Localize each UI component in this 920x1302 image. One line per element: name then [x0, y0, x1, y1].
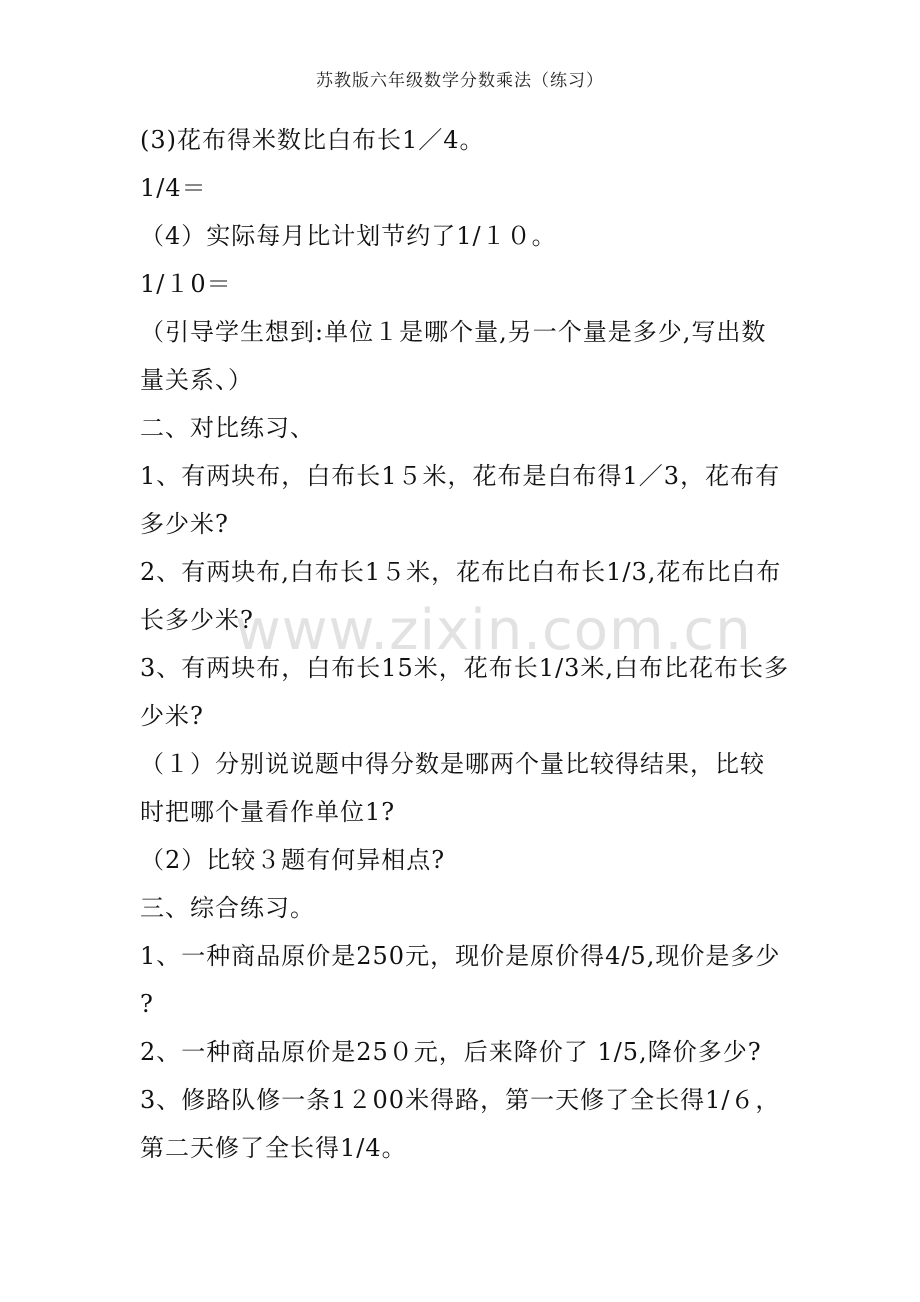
document-body	[140, 116, 790, 1172]
text-line: 量关系、）	[140, 366, 253, 394]
text-line: (3)花布得米数比白布长1／4。	[140, 126, 485, 154]
question-line: 第二天修了全长得1/4。	[140, 1134, 407, 1162]
text-line: （4）实际每月比计划节约了1/１０。	[140, 222, 557, 250]
question-line: 少米?	[140, 702, 204, 730]
page-header: 苏教版六年级数学分数乘法（练习）	[316, 71, 604, 91]
text-line: 1/１0＝	[140, 270, 232, 298]
text-line: （2）比较３题有何异相点?	[140, 846, 446, 874]
text-line: （引导学生想到:单位１是哪个量,另一个量是多少,写出数	[140, 318, 767, 346]
text-line: 时把哪个量看作单位1?	[140, 798, 396, 826]
question-line: 多少米?	[140, 510, 229, 538]
question-line: 3、有两块布，白布长15米，花布长1/3米,白布比花布长多	[140, 654, 790, 682]
question-line: 2、一种商品原价是25０元，后来降价了 1/5,降价多少?	[140, 1038, 762, 1066]
question-line: 3、修路队修一条1２00米得路，第一天修了全长得1/６，	[140, 1086, 781, 1114]
question-line: ?	[140, 990, 154, 1018]
question-line: 长多少米?	[140, 606, 254, 634]
watermark: www.zixin.com.cn	[235, 598, 752, 663]
text-line: 1/4＝	[140, 174, 207, 202]
question-line: 2、有两块布,白布长1５米，花布比白布长1/3,花布比白布	[140, 558, 782, 586]
question-line: 1、有两块布，白布长1５米，花布是白布得1／3，花布有	[140, 462, 781, 490]
section-heading: 三、综合练习。	[140, 894, 315, 922]
question-line: 1、一种商品原价是250元，现价是原价得4/5,现价是多少	[140, 942, 781, 970]
text-line: （１）分别说说题中得分数是哪两个量比较得结果，比较	[140, 750, 765, 778]
section-heading: 二、对比练习、	[140, 414, 315, 442]
